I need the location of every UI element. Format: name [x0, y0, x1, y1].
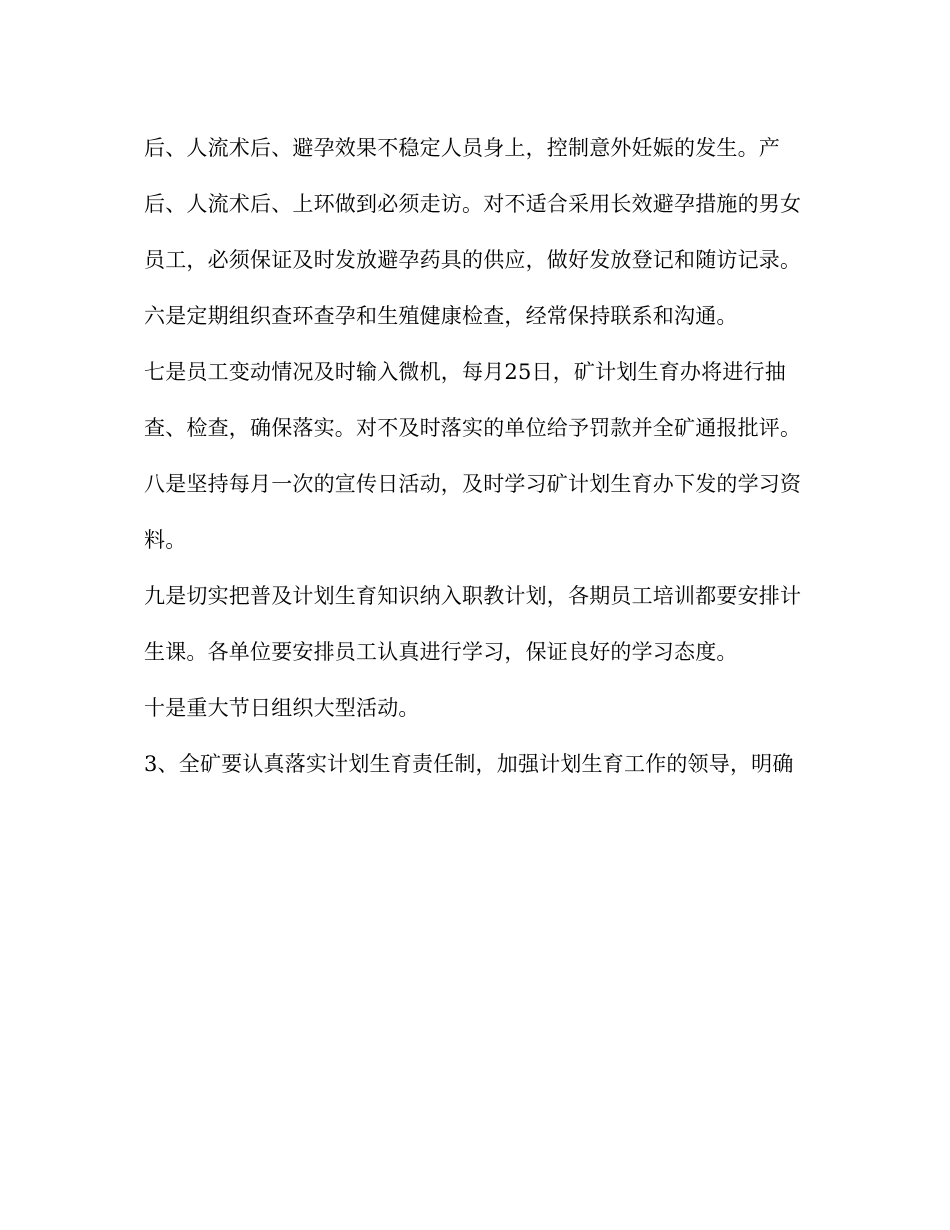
paragraph-item-six: 六是定期组织查环查孕和生殖健康检查，经常保持联系和沟通。	[144, 304, 738, 328]
paragraph-item-seven: 七是员工变动情况及时输入微机，每月25日，矿计划生育办将进行抽查、检查，确保落实。对不及时落实的单位给予罚款并全矿通报批评。	[144, 360, 802, 440]
document-body	[144, 120, 814, 792]
paragraph-continuation: 后、人流术后、避孕效果不稳定人员身上，控制意外妊娠的发生。产后、人流术后、上环做到必须走访。对不适合采用长效避孕措施的男女员工，必须保证及时发放避孕药具的供应，做好发放登记和随访记录。	[144, 136, 802, 272]
paragraph-item-ten: 十是重大节日组织大型活动。	[144, 696, 420, 720]
paragraph-item-nine: 九是切实把普及计划生育知识纳入职教计划，各期员工培训都要安排计生课。各单位要安排员工认真进行学习，保证良好的学习态度。	[144, 584, 802, 664]
paragraph-section-three: 3、全矿要认真落实计划生育责任制，加强计划生育工作的领导，明确	[144, 752, 794, 776]
paragraph-item-eight: 八是坚持每月一次的宣传日活动，及时学习矿计划生育办下发的学习资料。	[144, 472, 802, 552]
